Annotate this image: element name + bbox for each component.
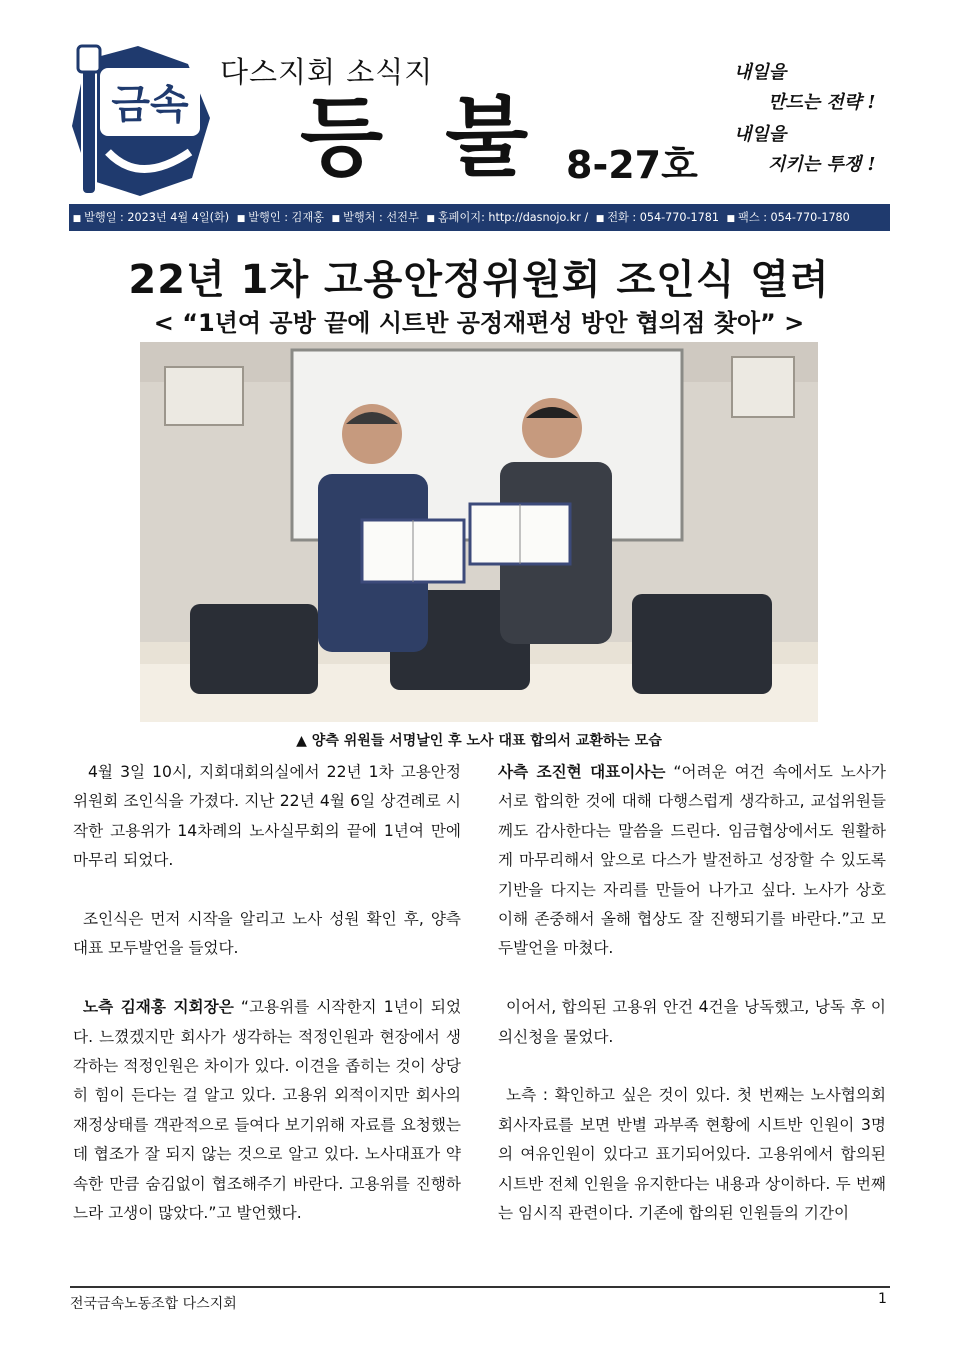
left-paragraph-1: 4월 3일 10시, 지회대회의실에서 22년 1차 고용안정위원회 조인식을 가졌다. 지난 22년 4월 6일 상견례로 시작한 고용위가 14차례의 노사실무회의 끝에 1년여 만에 마무리 되었다. [73, 763, 461, 870]
footer-divider [70, 1286, 890, 1288]
signing-ceremony-photo [140, 342, 818, 722]
article-subheadline: < “1년여 공방 끝에 시트반 공정재편성 방안 협의점 찾아” > [153, 309, 805, 337]
article-left-column [73, 758, 461, 1228]
union-logo [68, 40, 213, 200]
slogan-line-3: 내일을 [734, 124, 787, 145]
newsletter-subtitle: 다스지회 소식지 [220, 55, 434, 89]
left-paragraph-3 [73, 993, 461, 1228]
article-headline: 22년 1차 고용안정위원회 조인식 열려 [128, 257, 830, 303]
publishing-dept: 발행처 : 선전부 [343, 211, 419, 224]
slogan-line-2: 만드는 전략 ! [768, 92, 876, 113]
slogan-line-4: 지키는 투쟁 ! [768, 154, 876, 175]
company-speech: “어려운 여건 속에서도 노사가 서로 합의한 것에 대해 다행스럽게 생각하고, 교섭위원들께도 감사한다는 말씀을 드린다. 임금협상에서도 원활하게 마무리해서 앞으로 다스가 발전하고 성장할 수 있도록 기반을 다지는 자리를 만들어 나가고 싶다. 노사가 상호 이해 존중해서 올해 협상도 잘 진행되기를 바란다.”고 모두발언을 마쳤다. [498, 763, 886, 958]
company-speaker: 사측 조진현 대표이사는 [498, 763, 666, 781]
newsletter-name: 등불 [300, 88, 591, 188]
homepage[interactable]: 홈페이지: http://dasnojo.kr / [437, 211, 589, 224]
right-paragraph-3: 노측 : 확인하고 싶은 것이 있다. 첫 번째는 노사협의회 회사자료를 보면 반별 과부족 현황에 시트반 인원이 3명의 여유인원이 있다고 표기되어있다. 고용위에서 합의된 시트반 전체 인원을 유지한다는 내용과 상이하다. 두 번째는 임시직 관련이다. 기존에 합의된 인원들의 기간이 [498, 1086, 886, 1223]
right-paragraph-1 [498, 758, 886, 964]
left-paragraph-2: 조인식은 먼저 시작을 알리고 노사 성원 확인 후, 양측 대표 모두발언을 들었다. [73, 910, 461, 958]
union-speaker: 노측 김재홍 지회장은 [83, 998, 234, 1017]
right-paragraph-2: 이어서, 합의된 고용위 안건 4건을 낭독했고, 낭독 후 이의신청을 물었다. [498, 998, 886, 1046]
phone: 전화 : 054-770-1781 [607, 211, 719, 224]
logo-text: 금속 [111, 82, 189, 128]
fax: 팩스 : 054-770-1780 [738, 211, 850, 224]
union-speech: “고용위를 시작한지 1년이 되었다. 느꼈겠지만 회사가 생각하는 적정인원과 현장에서 생각하는 적정인원은 차이가 있다. 이견을 좁히는 것이 상당히 힘이 든다는 걸 알고 있다. 고용위 외적이지만 회사의 재정상태를 객관적으로 들여다 보기위해 자료를 요청했는데 협조가 잘 되지 않는 것으로 알고 있다. 노사대표가 약속한 만큼 숨김없이 협조해주기 바란다. 고용위를 진행하느라 고생이 많았다.”고 발언했다. [73, 998, 462, 1223]
footer-organization: 전국금속노동조합 다스지회 [70, 1296, 237, 1312]
article-right-column [498, 758, 886, 1228]
publish-date: 발행일 : 2023년 4월 4일(화) [84, 211, 230, 224]
issue-number: 8-27호 [566, 143, 698, 187]
photo-caption: ▲ 양측 위원들 서명날인 후 노사 대표 합의서 교환하는 모습 [296, 733, 662, 749]
page-number: 1 [878, 1291, 887, 1307]
publication-info-bar: ■ 발행일 : 2023년 4월 4일(화) ■ 발행인 : 김재홍 ■ 발행처 : 선전부 ■ 홈페이지: http://dasnojo.kr / ■ 전화 : 054-770-1781 ■ 팩스 : 054-770-1780 [69, 204, 890, 231]
slogan-line-1: 내일을 [734, 62, 787, 83]
publisher: 발행인 : 김재홍 [248, 211, 324, 224]
